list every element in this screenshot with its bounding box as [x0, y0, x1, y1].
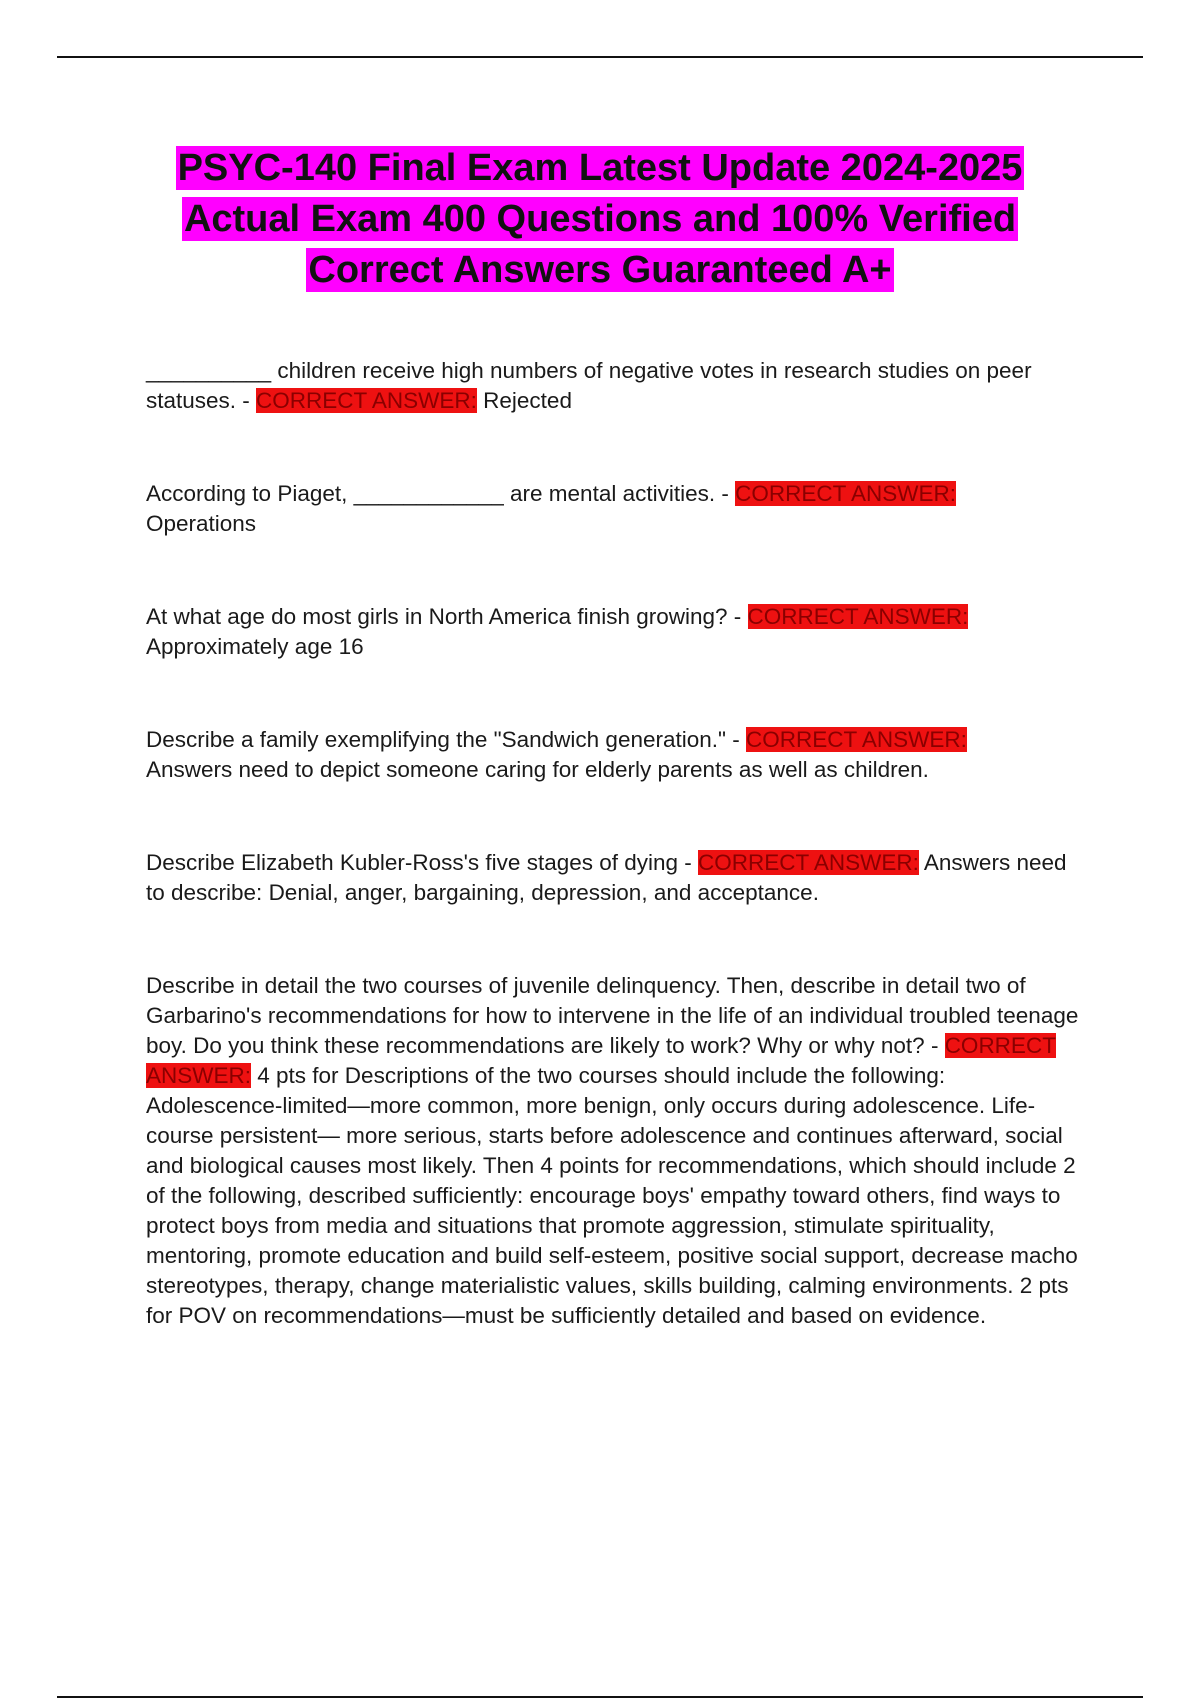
answer-text: Answers need to depict someone caring for elderly parents as well as children. [146, 757, 929, 782]
correct-answer-label: CORRECT ANSWER: [735, 481, 956, 506]
document-title [100, 143, 1100, 296]
bottom-rule [57, 1696, 1143, 1698]
qa-item [146, 602, 1086, 662]
answer-text: Answers need to describe: Denial, anger, bargaining, depression, and acceptance. [146, 850, 1067, 905]
question-text: Describe Elizabeth Kubler-Ross's five stages of dying - [146, 850, 699, 875]
qa-item [146, 725, 1086, 785]
qa-item [146, 479, 1086, 539]
answer-text: 4 pts for Descriptions of the two courses should include the following: Adolescence-limited—more common, more benign, only occurs during adolescence. Life-course persistent— more serious, starts before adolescence and continues afterward, social and biological causes most likely. Then 4 points for recommendations, which should include 2 of the following, described sufficiently: encourage boys' empathy toward others, find ways to protect boys from media and situations that promote aggression, stimulate spirituality, mentoring, promote education and build self-esteem, positive social support, decrease macho stereotypes, therapy, change materialistic values, skills building, calming environments. 2 pts for POV on recommendations—must be sufficiently detailed and based on evidence. [146, 1063, 1078, 1328]
title-line-1: PSYC-140 Final Exam Latest Update 2024-2025 [177, 147, 1023, 189]
top-rule [57, 56, 1143, 58]
qa-item [146, 971, 1086, 1331]
title-line-2: Actual Exam 400 Questions and 100% Verified [183, 198, 1017, 240]
answer-text: Approximately age 16 [146, 634, 364, 659]
correct-answer-label: CORRECT ANSWER: [256, 388, 477, 413]
answer-text: Operations [146, 511, 257, 536]
answer-text: Rejected [476, 388, 572, 413]
correct-answer-label: CORRECT ANSWER: [747, 604, 969, 629]
correct-answer-label: CORRECT ANSWER: [146, 1033, 1056, 1088]
qa-list [146, 356, 1086, 1394]
question-text: According to Piaget, ____________ are mental activities. - [146, 481, 736, 506]
question-text: __________ children receive high numbers of negative votes in research studies on peer statuses. - [146, 358, 1032, 413]
question-text: Describe in detail the two courses of juvenile delinquency. Then, describe in detail two of Garbarino's recommendations for how to intervene in the life of an individual troubled teenage boy. Do you think these recommendations are likely to work? Why or why not? - [146, 973, 1079, 1058]
correct-answer-label: CORRECT ANSWER: [698, 850, 919, 875]
question-text: At what age do most girls in North America finish growing? - [146, 604, 748, 629]
question-text: Describe a family exemplifying the "Sandwich generation." - [146, 727, 747, 752]
correct-answer-label: CORRECT ANSWER: [746, 727, 967, 752]
qa-item [146, 848, 1086, 908]
qa-item [146, 356, 1086, 416]
title-line-3: Correct Answers Guaranteed A+ [308, 249, 892, 291]
